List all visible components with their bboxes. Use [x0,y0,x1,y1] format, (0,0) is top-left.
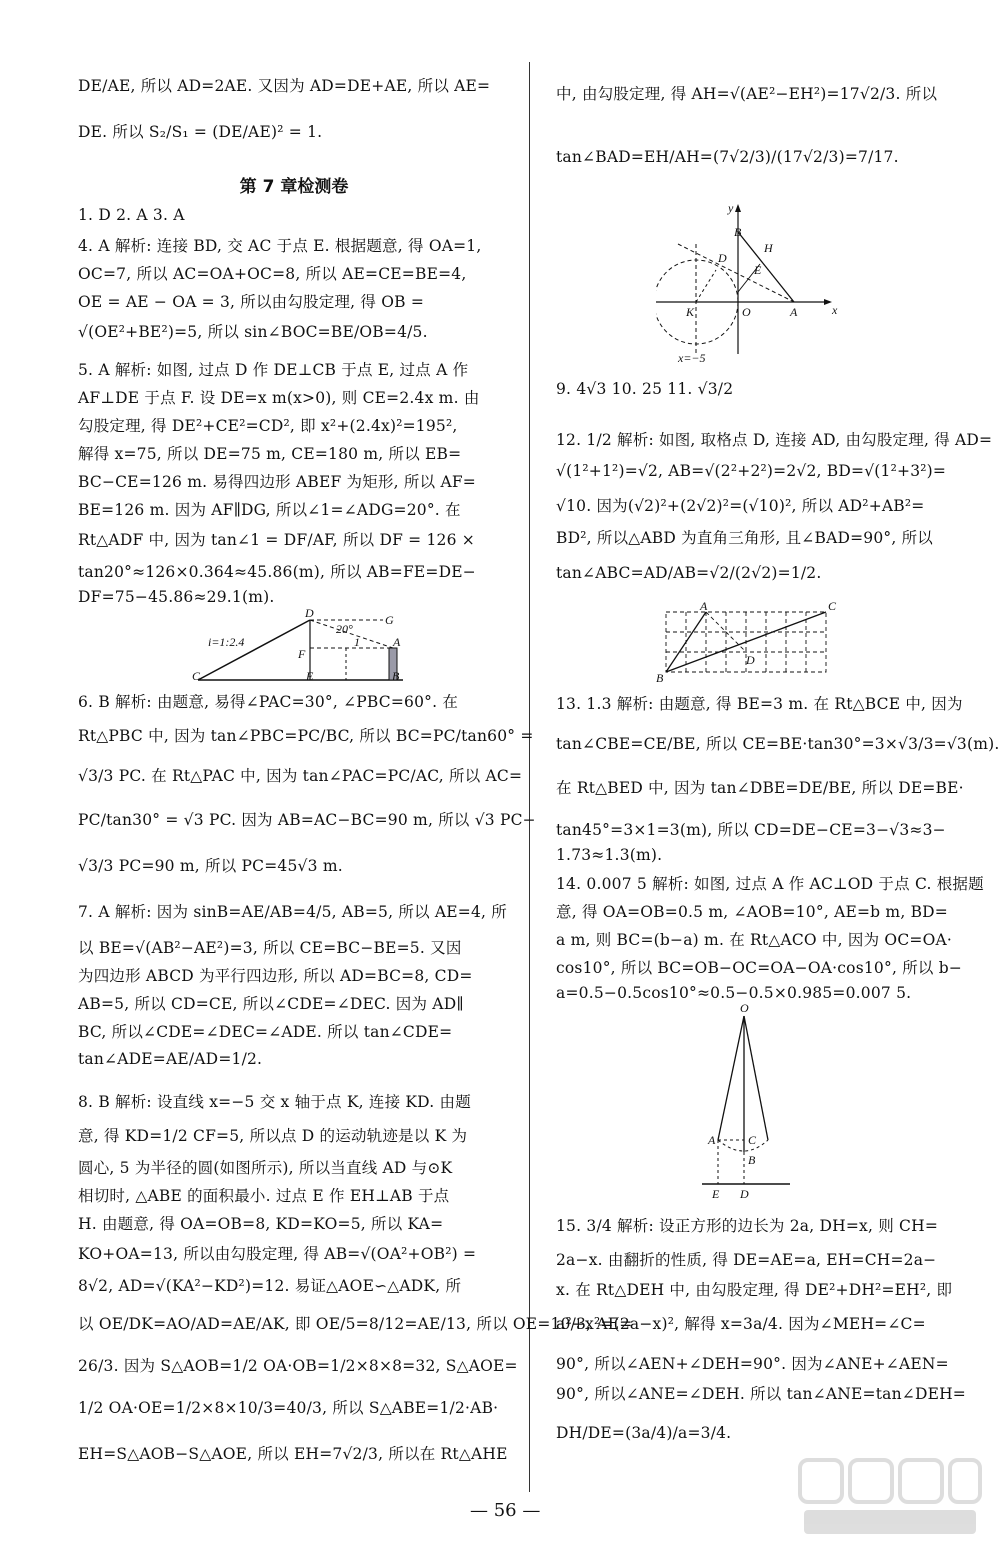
text-line: OE = AE − OA = 3, 所以由勾股定理, 得 OB = [78,293,425,311]
label-B: B [392,669,400,683]
text-line: 5. A 解析: 如图, 过点 D 作 DE⊥CB 于点 E, 过点 A 作 [78,361,469,379]
text-line: 1.73≈1.3(m). [556,846,663,864]
text-line: tan20°≈126×0.364≈45.86(m), 所以 AB=FE=DE− [78,563,476,581]
text-line: AB=5, 所以 CD=CE, 所以∠CDE=∠DEC. 因为 AD∥ [78,995,464,1013]
text-line: 1. D 2. A 3. A [78,206,185,224]
text-line: 4. A 解析: 连接 BD, 交 AC 于点 E. 根据题意, 得 OA=1, [78,237,482,255]
circle-figure [656,204,846,364]
text-line: 2a−x. 由翻折的性质, 得 DE=AE=a, EH=CH=2a− [556,1251,937,1269]
label-A: A [700,602,708,613]
text-line: BC−CE=126 m. 易得四边形 ABEF 为矩形, 所以 AF= [78,473,476,491]
text-line: tan∠ABC=AD/AB=√2/(2√2)=1/2. [556,564,822,582]
text-line: √10. 因为(√2)²+(2√2)²=(√10)², 所以 AD²+AB²= [556,497,925,515]
label-A: A [393,635,401,649]
label-B: B [748,1153,756,1167]
label-B: B [734,225,742,239]
text-line: 12. 1/2 解析: 如图, 取格点 D, 连接 AD, 由勾股定理, 得 AD= [556,431,993,449]
text-line: H. 由题意, 得 OA=OB=8, KD=KO=5, 所以 KA= [78,1215,444,1233]
pendulum-figure [696,1002,796,1202]
text-line: 中, 由勾股定理, 得 AH=√(AE²−EH²)=17√2/3. 所以 [556,85,938,103]
text-line: 在 Rt△BED 中, 因为 tan∠DBE=DE/BE, 所以 DE=BE· [556,779,964,797]
text-line: 8√2, AD=√(KA²−KD²)=12. 易证△AOE∽△ADK, 所 [78,1277,462,1295]
text-line: 90°, 所以∠AEN+∠DEH=90°. 因为∠ANE+∠AEN= [556,1355,949,1373]
text-line: EH=S△AOB−S△AOE, 所以 EH=7√2/3, 所以在 Rt△AHE [78,1445,508,1463]
text-line: 90°, 所以∠ANE=∠DEH. 所以 tan∠ANE=tan∠DEH= [556,1385,966,1403]
text-line: √3/3 PC=90 m, 所以 PC=45√3 m. [78,857,343,875]
column-divider [529,62,530,1492]
label-F: F [298,647,306,661]
page-number: — 56 — [470,1500,541,1521]
text-line: BD², 所以△ABD 为直角三角形, 且∠BAD=90°, 所以 [556,529,934,547]
grid-figure [652,602,842,682]
text-line: 1/2 OA·OE=1/2×8×10/3=40/3, 所以 S△ABE=1/2·AB· [78,1399,499,1417]
text-line: 为四边形 ABCD 为平行四边形, 所以 AD=BC=8, CD= [78,967,473,985]
text-line: √(OE²+BE²)=5, 所以 sin∠BOC=BE/OB=4/5. [78,323,428,341]
text-line: 意, 得 OA=OB=0.5 m, ∠AOB=10°, AE=b m, BD= [556,903,948,921]
label-G: G [385,613,394,627]
label-C: C [192,669,201,683]
text-line: a=0.5−0.5cos10°≈0.5−0.5×0.985=0.007 5. [556,984,912,1002]
label-O: O [742,305,751,319]
label-E: E [306,669,314,683]
text-line: 14. 0.007 5 解析: 如图, 过点 A 作 AC⊥OD 于点 C. 根据题 [556,875,984,893]
label-D: D [718,251,727,265]
text-line: DH/DE=(3a/4)/a=3/4. [556,1424,732,1442]
label-E: E [754,263,762,277]
label-D: D [746,653,755,667]
text-line: a m, 则 BC=(b−a) m. 在 Rt△ACO 中, 因为 OC=OA· [556,931,952,949]
label-D: D [305,608,314,620]
label-B: B [656,671,664,682]
text-line: 以 OE/DK=AO/AD=AE/AK, 即 OE/5=8/12=AE/13, 所以 OE=10/3, AE= [78,1315,633,1333]
text-line: 15. 3/4 解析: 设正方形的边长为 2a, DH=x, 则 CH= [556,1217,939,1235]
text-line: BC, 所以∠CDE=∠DEC=∠ADE. 所以 tan∠CDE= [78,1023,453,1041]
label-O: O [740,1002,749,1015]
label-ratio: i=1:2.4 [208,635,245,649]
slope-figure [188,608,428,686]
watermark-logo [790,1452,985,1540]
label-K: K [686,305,695,319]
text-line: a²+x²=(2a−x)², 解得 x=3a/4. 因为∠MEH=∠C= [556,1315,926,1333]
label-C: C [748,1133,757,1147]
label-line: x=−5 [678,351,706,364]
text-line: Rt△ADF 中, 因为 tan∠1 = DF/AF, 所以 DF = 126 × [78,531,475,549]
label-H: H [764,241,773,255]
text-line: 相切时, △ABE 的面积最小. 过点 E 作 EH⊥AB 于点 [78,1187,450,1205]
text-line: DE/AE, 所以 AD=2AE. 又因为 AD=DE+AE, 所以 AE= [78,77,491,95]
text-line: Rt△PBC 中, 因为 tan∠PBC=PC/BC, 所以 BC=PC/tan60° = [78,727,534,745]
section-title: 第 7 章检测卷 [239,177,349,197]
label-A: A [708,1133,716,1147]
text-line: 9. 4√3 10. 25 11. √3/2 [556,380,734,398]
text-line: 意, 得 KD=1/2 CF=5, 所以点 D 的运动轨迹是以 K 为 [78,1127,468,1145]
text-line: tan∠ADE=AE/AD=1/2. [78,1050,263,1068]
text-line: √(1²+1²)=√2, AB=√(2²+2²)=2√2, BD=√(1²+3²)= [556,462,947,480]
text-line: OC=7, 所以 AC=OA+OC=8, 所以 AE=CE=BE=4, [78,265,467,283]
text-line: tan45°=3×1=3(m), 所以 CD=DE−CE=3−√3≈3− [556,821,946,839]
text-line: 26/3. 因为 S△AOB=1/2 OA·OB=1/2×8×8=32, S△AOE= [78,1357,518,1375]
text-line: 8. B 解析: 设直线 x=−5 交 x 轴于点 K, 连接 KD. 由题 [78,1093,471,1111]
text-line: KO+OA=13, 所以由勾股定理, 得 AB=√(OA²+OB²) = [78,1245,477,1263]
text-line: BE=126 m. 因为 AF∥DG, 所以∠1=∠ADG=20°. 在 [78,501,461,519]
label-one: 1 [354,635,360,649]
text-line: 解得 x=75, 所以 DE=75 m, CE=180 m, 所以 EB= [78,445,462,463]
text-line: DE. 所以 S₂/S₁ = (DE/AE)² = 1. [78,123,323,141]
text-line: 6. B 解析: 由题意, 易得∠PAC=30°, ∠PBC=60°. 在 [78,693,459,711]
text-line: 勾股定理, 得 DE²+CE²=CD², 即 x²+(2.4x)²=195², [78,417,458,435]
label-x: x [832,303,838,317]
text-line: √3/3 PC. 在 Rt△PAC 中, 因为 tan∠PAC=PC/AC, 所以 AC= [78,767,523,785]
label-E: E [712,1187,720,1201]
text-line: AF⊥DE 于点 F. 设 DE=x m(x>0), 则 CE=2.4x m. 由 [78,389,480,407]
label-angle: 20° [336,622,353,636]
text-line: cos10°, 所以 BC=OB−OC=OA−OA·cos10°, 所以 b− [556,959,963,977]
label-A: A [790,305,798,319]
label-y: y [728,204,734,215]
label-D: D [740,1187,749,1201]
text-line: DF=75−45.86≈29.1(m). [78,588,275,606]
text-line: 13. 1.3 解析: 由题意, 得 BE=3 m. 在 Rt△BCE 中, 因为 [556,695,963,713]
text-line: x. 在 Rt△DEH 中, 由勾股定理, 得 DE²+DH²=EH², 即 [556,1281,953,1299]
text-line: 圆心, 5 为半径的圆(如图所示), 所以当直线 AD 与⊙K [78,1159,453,1177]
text-line: tan∠CBE=CE/BE, 所以 CE=BE·tan30°=3×√3/3=√3(m). [556,735,1000,753]
text-line: 以 BE=√(AB²−AE²)=3, 所以 CE=BC−BE=5. 又因 [78,939,462,957]
text-line: tan∠BAD=EH/AH=(7√2/3)/(17√2/3)=7/17. [556,148,899,166]
text-line: 7. A 解析: 因为 sinB=AE/AB=4/5, AB=5, 所以 AE=4, 所 [78,903,508,921]
text-line: PC/tan30° = √3 PC. 因为 AB=AC−BC=90 m, 所以 √3 PC− [78,811,536,829]
label-C: C [828,602,837,613]
